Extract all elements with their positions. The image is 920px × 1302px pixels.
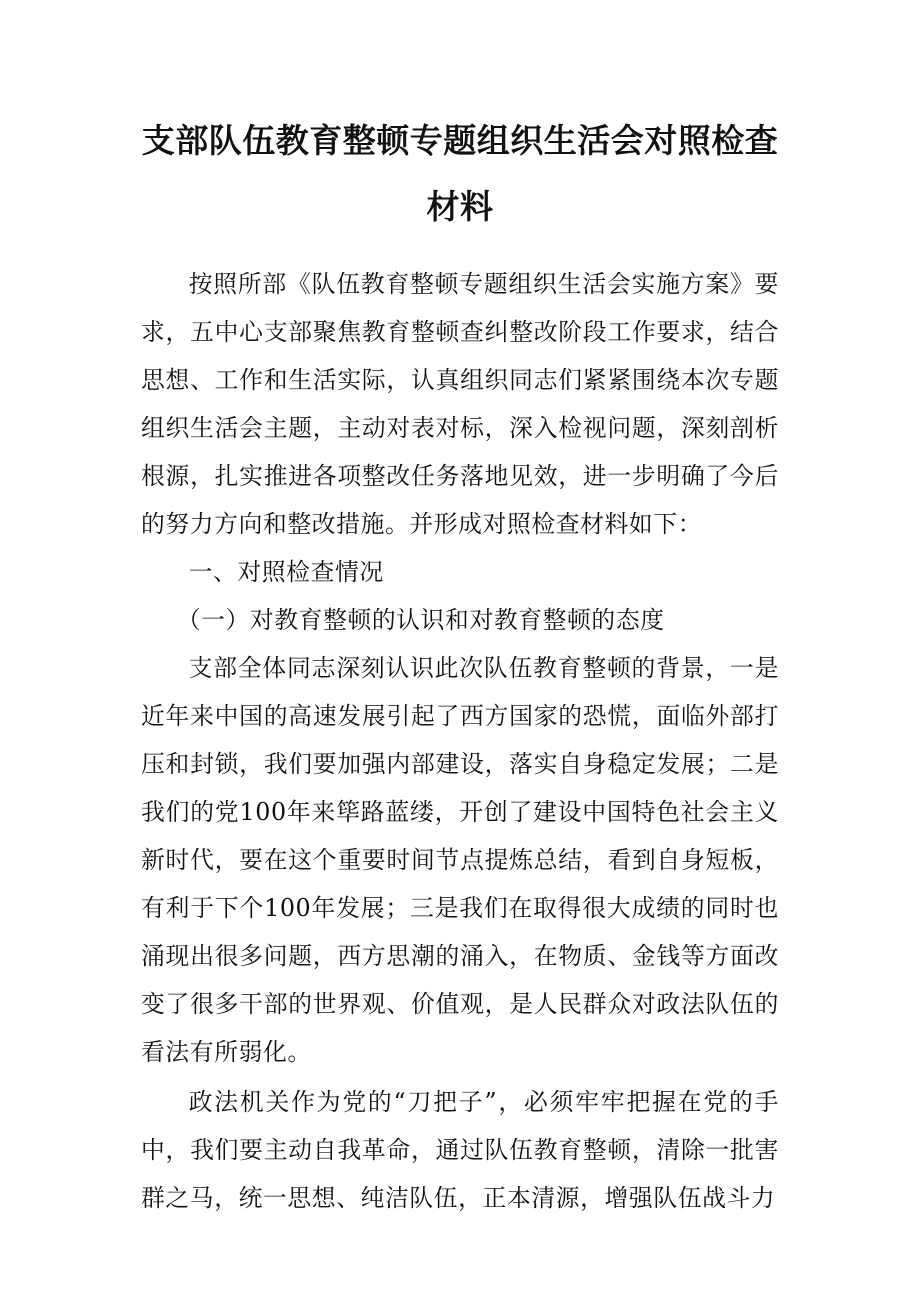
intro-paragraph: 按照所部《队伍教育整顿专题组织生活会实施方案》要求，五中心支部聚焦教育整顿查纠整改阶段工作要求，结合思想、工作和生活实际，认真组织同志们紧紧围绕本次专题组织生活会主题，主动对表对标，深入检视问题，深刻剖析根源，扎实推进各项整改任务落地见效，进一步明确了今后的努力方向和整改措施。并形成对照检查材料如下： xyxy=(141,270,779,538)
subsection-heading-1: （一）对教育整顿的认识和对教育整顿的态度 xyxy=(176,606,665,634)
body-paragraph-1: 支部全体同志深刻认识此次队伍教育整顿的背景，一是近年来中国的高速发展引起了西方国家的恐慌，面临外部打压和封锁，我们要加强内部建设，落实自身稳定发展；二是我们的党100年来筚路蓝缕，开创了建设中国特色社会主义新时代，要在这个重要时间节点提炼总结，看到自身短板，有利于下个100年发展；三是我们在取得很大成绩的同时也涌现出很多问题，西方思潮的涌入，在物质、金钱等方面改变了很多干部的世界观、价值观，是人民群众对政法队伍的看法有所弱化。 xyxy=(141,654,779,1066)
section-heading-1: 一、对照检查情况 xyxy=(188,558,384,586)
body-paragraph-2: 政法机关作为党的“刀把子”，必须牢牢把握在党的手中，我们要主动自我革命，通过队伍教育整顿，清除一批害群之马，统一思想、纯洁队伍，正本清源，增强队伍战斗力 xyxy=(141,1088,779,1212)
document-title xyxy=(141,108,779,240)
title-line-1: 支部队伍教育整顿专题组织生活会对照检查 xyxy=(141,121,779,160)
document-body xyxy=(141,260,779,1222)
title-line-2: 材料 xyxy=(426,187,494,226)
